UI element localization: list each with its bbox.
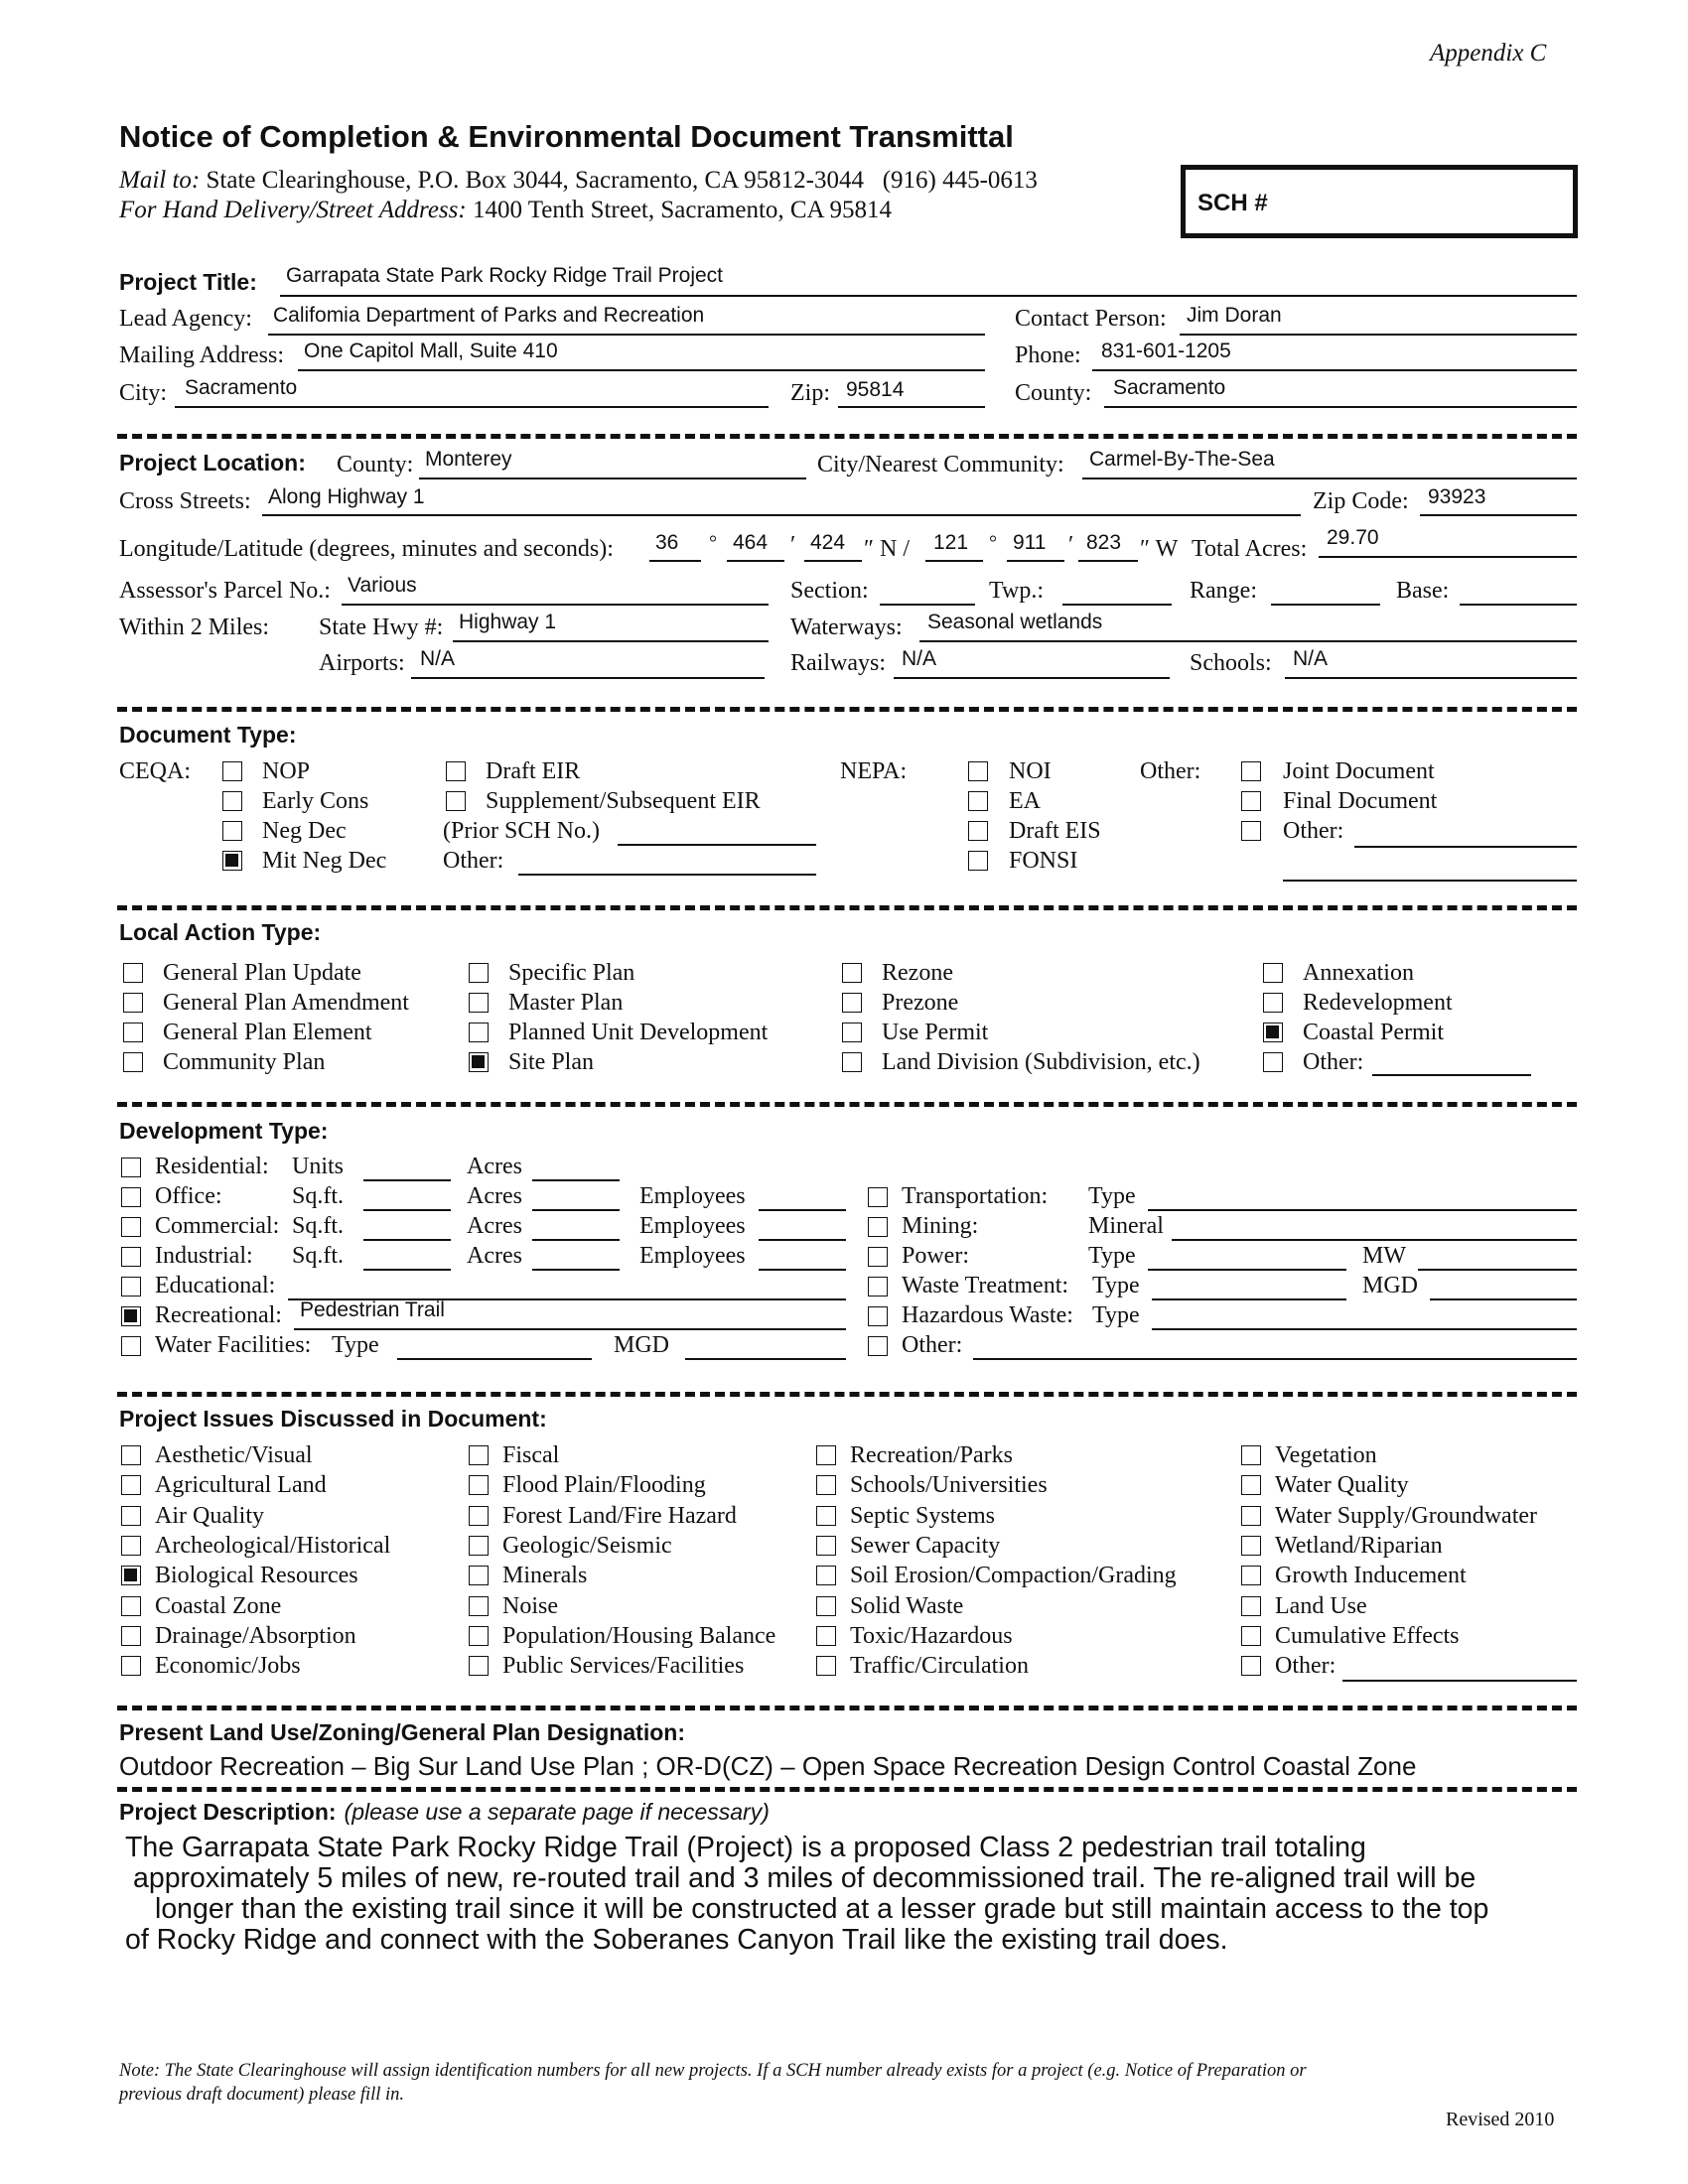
range-label: Range: xyxy=(1190,578,1257,604)
local-action-label: Community Plan xyxy=(163,1049,326,1075)
issue-checkbox[interactable] xyxy=(816,1536,836,1556)
water-facilities-checkbox[interactable] xyxy=(121,1336,141,1356)
waterways-value[interactable]: Seasonal wetlands xyxy=(927,611,1103,633)
issue-checkbox[interactable] xyxy=(469,1656,489,1676)
joint-document-checkbox[interactable] xyxy=(1241,761,1261,781)
community-value[interactable]: Carmel-By-The-Sea xyxy=(1089,448,1275,471)
issue-label: Land Use xyxy=(1275,1592,1367,1619)
schools-value[interactable]: N/A xyxy=(1293,647,1329,670)
loc-zip-label: Zip Code: xyxy=(1313,488,1409,514)
lead-agency-value[interactable]: Califomia Department of Parks and Recreation xyxy=(273,304,705,327)
mailing-address-value[interactable]: One Capitol Mall, Suite 410 xyxy=(304,340,558,362)
sch-number-box[interactable] xyxy=(1181,165,1578,238)
schools-label: Schools: xyxy=(1190,650,1272,676)
twp-label: Twp.: xyxy=(989,578,1044,604)
issue-label: Soil Erosion/Compaction/Grading xyxy=(850,1563,1177,1589)
local-action-label: Site Plan xyxy=(508,1049,595,1075)
local-action-checkbox[interactable] xyxy=(123,993,143,1013)
local-action-checkbox[interactable] xyxy=(1263,993,1283,1013)
page-title: Notice of Completion & Environmental Document Transmittal xyxy=(119,119,1014,154)
issue-label: Drainage/Absorption xyxy=(155,1622,356,1649)
project-issues-header: Project Issues Discussed in Document: xyxy=(119,1406,547,1432)
issue-checkbox[interactable] xyxy=(121,1445,141,1465)
lat-degrees[interactable]: 36 xyxy=(655,531,679,554)
mit-neg-dec-checkbox[interactable] xyxy=(222,851,242,871)
hand-delivery-line: For Hand Delivery/Street Address: 1400 Tenth Street, Sacramento, CA 95814 xyxy=(119,197,892,223)
issue-checkbox[interactable] xyxy=(1241,1596,1261,1616)
issue-checkbox[interactable] xyxy=(469,1536,489,1556)
lat-minutes[interactable]: 464 xyxy=(733,531,769,554)
city-value[interactable]: Sacramento xyxy=(185,376,298,399)
local-action-checkbox[interactable] xyxy=(1263,963,1283,983)
issue-checkbox[interactable] xyxy=(1241,1626,1261,1646)
issue-label: Coastal Zone xyxy=(155,1592,282,1619)
hazardous-waste-checkbox[interactable] xyxy=(868,1306,888,1326)
local-action-checkbox[interactable] xyxy=(842,1023,862,1042)
early-cons-checkbox[interactable] xyxy=(222,791,242,811)
mail-to-line: Mail to: State Clearinghouse, P.O. Box 3044, Sacramento, CA 95812-3044 (916) 445-0613 xyxy=(119,167,1038,194)
issue-label: Fiscal xyxy=(502,1442,560,1468)
draft-eis-checkbox[interactable] xyxy=(968,821,988,841)
issue-label: Cumulative Effects xyxy=(1275,1622,1460,1649)
issue-checkbox[interactable] xyxy=(1241,1445,1261,1465)
issue-checkbox[interactable] xyxy=(816,1445,836,1465)
cross-streets-label: Cross Streets: xyxy=(119,488,251,514)
power-checkbox[interactable] xyxy=(868,1247,888,1267)
other-document-checkbox[interactable] xyxy=(1241,821,1261,841)
local-action-header: Local Action Type: xyxy=(119,919,322,945)
loc-county-label: County: xyxy=(337,452,414,478)
issue-checkbox[interactable] xyxy=(816,1596,836,1616)
issue-checkbox[interactable] xyxy=(121,1626,141,1646)
ceqa-other-label: Other: xyxy=(443,848,504,874)
issue-checkbox[interactable] xyxy=(469,1566,489,1585)
waterways-label: Waterways: xyxy=(790,614,903,640)
issue-checkbox[interactable] xyxy=(121,1536,141,1556)
separator xyxy=(117,1706,1577,1710)
issue-label: Sewer Capacity xyxy=(850,1532,1001,1559)
local-action-label: Use Permit xyxy=(882,1020,989,1045)
appendix-label: Appendix C xyxy=(1430,40,1547,67)
local-action-checkbox[interactable] xyxy=(469,1023,489,1042)
issue-checkbox[interactable] xyxy=(1241,1475,1261,1495)
lead-agency-label: Lead Agency: xyxy=(119,306,252,332)
zip-value[interactable]: 95814 xyxy=(846,378,905,401)
loc-zip-value[interactable]: 93923 xyxy=(1428,485,1486,508)
residential-checkbox[interactable] xyxy=(121,1158,141,1177)
separator xyxy=(117,707,1577,712)
issue-label: Wetland/Riparian xyxy=(1275,1532,1443,1559)
base-label: Base: xyxy=(1396,578,1450,604)
longlat-label: Longitude/Latitude (degrees, minutes and seconds): xyxy=(119,536,614,562)
sch-label: SCH # xyxy=(1197,190,1268,216)
local-action-label: Specific Plan xyxy=(508,960,635,986)
railways-value[interactable]: N/A xyxy=(902,647,937,670)
local-action-label: Redevelopment xyxy=(1303,990,1453,1016)
project-location-header: Project Location: xyxy=(119,450,306,476)
issue-label: Solid Waste xyxy=(850,1592,964,1619)
other-doc-label: Other: xyxy=(1140,758,1201,784)
issue-label: Forest Land/Fire Hazard xyxy=(502,1502,737,1529)
zip-label: Zip: xyxy=(790,380,830,406)
county-value[interactable]: Sacramento xyxy=(1113,376,1226,399)
issue-label: Septic Systems xyxy=(850,1502,996,1529)
local-action-checkbox[interactable] xyxy=(842,1052,862,1072)
issue-label: Geologic/Seismic xyxy=(502,1532,672,1559)
issue-label: Biological Resources xyxy=(155,1563,358,1589)
issue-checkbox[interactable] xyxy=(469,1475,489,1495)
issue-checkbox[interactable] xyxy=(1241,1506,1261,1526)
transportation-checkbox[interactable] xyxy=(868,1187,888,1207)
recreational-value[interactable]: Pedestrian Trail xyxy=(300,1298,445,1321)
separator xyxy=(117,1102,1577,1107)
development-type-header: Development Type: xyxy=(119,1118,329,1144)
final-document-checkbox[interactable] xyxy=(1241,791,1261,811)
project-title-value[interactable]: Garrapata State Park Rocky Ridge Trail Project xyxy=(286,264,724,287)
local-action-checkbox[interactable] xyxy=(842,993,862,1013)
industrial-checkbox[interactable] xyxy=(121,1247,141,1267)
ceqa-label: CEQA: xyxy=(119,758,191,784)
local-action-checkbox[interactable] xyxy=(469,993,489,1013)
local-action-checkbox[interactable] xyxy=(842,963,862,983)
separator xyxy=(117,1787,1577,1792)
local-action-label: Planned Unit Development xyxy=(508,1020,769,1045)
railways-label: Railways: xyxy=(790,650,886,676)
fonsi-checkbox[interactable] xyxy=(968,851,988,871)
waste-treatment-checkbox[interactable] xyxy=(868,1277,888,1297)
nop-checkbox[interactable] xyxy=(222,761,242,781)
draft-eir-checkbox[interactable] xyxy=(446,761,466,781)
development-other-checkbox[interactable] xyxy=(868,1336,888,1356)
local-action-checkbox[interactable] xyxy=(469,963,489,983)
issue-label: Economic/Jobs xyxy=(155,1653,301,1680)
airports-label: Airports: xyxy=(319,650,405,676)
state-hwy-label: State Hwy #: xyxy=(319,614,444,640)
lon-degrees[interactable]: 121 xyxy=(933,531,969,554)
apn-value[interactable]: Various xyxy=(348,574,417,597)
issue-checkbox[interactable] xyxy=(469,1445,489,1465)
apn-label: Assessor's Parcel No.: xyxy=(119,578,331,604)
issue-label: Population/Housing Balance xyxy=(502,1622,776,1649)
loc-county-value[interactable]: Monterey xyxy=(425,448,512,471)
local-action-checkbox[interactable] xyxy=(469,1052,489,1072)
land-use-header: Present Land Use/Zoning/General Plan Designation: xyxy=(119,1719,685,1745)
issue-label: Recreation/Parks xyxy=(850,1442,1013,1468)
separator xyxy=(117,1392,1577,1397)
local-action-label: Other: xyxy=(1303,1049,1364,1075)
local-action-label: Rezone xyxy=(882,960,953,986)
prior-sch-label: (Prior SCH No.) xyxy=(443,818,601,844)
contact-value[interactable]: Jim Doran xyxy=(1187,304,1282,327)
issue-checkbox[interactable] xyxy=(121,1656,141,1676)
footer-note: Note: The State Clearinghouse will assign identification numbers for all new projects. If a SCH number already exists for a project (e.g. Notice of Preparation or previous draft document) please fill in. xyxy=(119,2061,1307,2105)
issue-checkbox[interactable] xyxy=(121,1475,141,1495)
issue-label: Vegetation xyxy=(1275,1442,1377,1468)
phone-label: Phone: xyxy=(1015,342,1081,368)
issue-checkbox[interactable] xyxy=(1241,1566,1261,1585)
project-title-label: Project Title: xyxy=(119,269,257,295)
commercial-checkbox[interactable] xyxy=(121,1217,141,1237)
state-hwy-value[interactable]: Highway 1 xyxy=(459,611,557,633)
issue-checkbox[interactable] xyxy=(1241,1656,1261,1676)
local-action-label: Master Plan xyxy=(508,990,624,1016)
local-action-checkbox[interactable] xyxy=(1263,1052,1283,1072)
issue-label: Public Services/Facilities xyxy=(502,1653,745,1680)
issue-label: Water Quality xyxy=(1275,1472,1409,1499)
local-action-label: Annexation xyxy=(1303,960,1414,986)
local-action-checkbox[interactable] xyxy=(123,1052,143,1072)
local-action-label: General Plan Amendment xyxy=(163,990,409,1016)
ea-checkbox[interactable] xyxy=(968,791,988,811)
total-acres-value[interactable]: 29.70 xyxy=(1327,526,1379,549)
issue-label: Water Supply/Groundwater xyxy=(1275,1502,1537,1529)
recreational-checkbox[interactable] xyxy=(121,1306,141,1326)
cross-streets-value[interactable]: Along Highway 1 xyxy=(268,485,425,508)
lon-minutes[interactable]: 911 xyxy=(1013,531,1047,554)
issue-checkbox[interactable] xyxy=(469,1506,489,1526)
lat-seconds[interactable]: 424 xyxy=(810,531,846,554)
issue-label: Toxic/Hazardous xyxy=(850,1622,1013,1649)
issue-label: Air Quality xyxy=(155,1502,264,1529)
issue-label: Agricultural Land xyxy=(155,1472,327,1499)
document-type-header: Document Type: xyxy=(119,722,297,748)
issue-label: Growth Inducement xyxy=(1275,1563,1467,1589)
phone-value[interactable]: 831-601-1205 xyxy=(1101,340,1231,362)
supplement-eir-checkbox[interactable] xyxy=(446,791,466,811)
lon-seconds[interactable]: 823 xyxy=(1086,531,1122,554)
within-2-miles-label: Within 2 Miles: xyxy=(119,614,270,640)
local-action-label: General Plan Update xyxy=(163,960,361,986)
project-description: The Garrapata State Park Rocky Ridge Trail (Project) is a proposed Class 2 pedestrian trail totaling approximately 5 miles of new, re-routed trail and 3 miles of decommissioned trail. The re-aligned trail will be longer than the existing trail since it will be constructed at a lesser grade but still maintain access to the top of Rocky Ridge and connect with the Soberanes Canyon Trail like the existing trail does. xyxy=(125,1832,1489,1956)
issue-checkbox[interactable] xyxy=(816,1566,836,1585)
issue-checkbox[interactable] xyxy=(469,1596,489,1616)
separator xyxy=(117,905,1577,910)
community-label: City/Nearest Community: xyxy=(817,452,1064,478)
section-label: Section: xyxy=(790,578,869,604)
nepa-label: NEPA: xyxy=(840,758,908,784)
county-label: County: xyxy=(1015,380,1092,406)
issue-label: Archeological/Historical xyxy=(155,1532,391,1559)
issue-label: Traffic/Circulation xyxy=(850,1653,1029,1680)
issue-label: Other: xyxy=(1275,1653,1336,1680)
issue-checkbox[interactable] xyxy=(121,1596,141,1616)
local-action-label: General Plan Element xyxy=(163,1020,372,1045)
noi-checkbox[interactable] xyxy=(968,761,988,781)
contact-label: Contact Person: xyxy=(1015,306,1167,332)
local-action-checkbox[interactable] xyxy=(123,963,143,983)
issue-label: Noise xyxy=(502,1592,558,1619)
issue-checkbox[interactable] xyxy=(816,1656,836,1676)
issue-checkbox[interactable] xyxy=(816,1626,836,1646)
issue-checkbox[interactable] xyxy=(816,1506,836,1526)
issue-checkbox[interactable] xyxy=(121,1506,141,1526)
separator xyxy=(117,434,1577,439)
issue-checkbox[interactable] xyxy=(121,1566,141,1585)
local-action-label: Coastal Permit xyxy=(1303,1020,1444,1045)
office-checkbox[interactable] xyxy=(121,1187,141,1207)
city-label: City: xyxy=(119,380,168,406)
north-label: ″ N / xyxy=(864,536,910,562)
description-header-line: Project Description: (please use a separate page if necessary) xyxy=(119,1799,770,1825)
revised-label: Revised 2010 xyxy=(1446,2109,1555,2130)
issue-label: Minerals xyxy=(502,1563,588,1589)
west-label: ″ W xyxy=(1140,536,1179,562)
issue-label: Aesthetic/Visual xyxy=(155,1442,313,1468)
local-action-label: Land Division (Subdivision, etc.) xyxy=(882,1049,1200,1075)
mailing-address-label: Mailing Address: xyxy=(119,342,284,368)
land-use-value: Outdoor Recreation – Big Sur Land Use Plan ; OR-D(CZ) – Open Space Recreation Design Control Coastal Zone xyxy=(119,1751,1417,1781)
educational-checkbox[interactable] xyxy=(121,1277,141,1297)
neg-dec-checkbox[interactable] xyxy=(222,821,242,841)
mining-checkbox[interactable] xyxy=(868,1217,888,1237)
issue-checkbox[interactable] xyxy=(469,1626,489,1646)
local-action-checkbox[interactable] xyxy=(1263,1023,1283,1042)
airports-value[interactable]: N/A xyxy=(420,647,456,670)
issue-checkbox[interactable] xyxy=(1241,1536,1261,1556)
local-action-label: Prezone xyxy=(882,990,959,1016)
issue-checkbox[interactable] xyxy=(816,1475,836,1495)
issue-label: Flood Plain/Flooding xyxy=(502,1472,706,1499)
local-action-checkbox[interactable] xyxy=(123,1023,143,1042)
issue-label: Schools/Universities xyxy=(850,1472,1048,1499)
total-acres-label: Total Acres: xyxy=(1192,536,1308,562)
